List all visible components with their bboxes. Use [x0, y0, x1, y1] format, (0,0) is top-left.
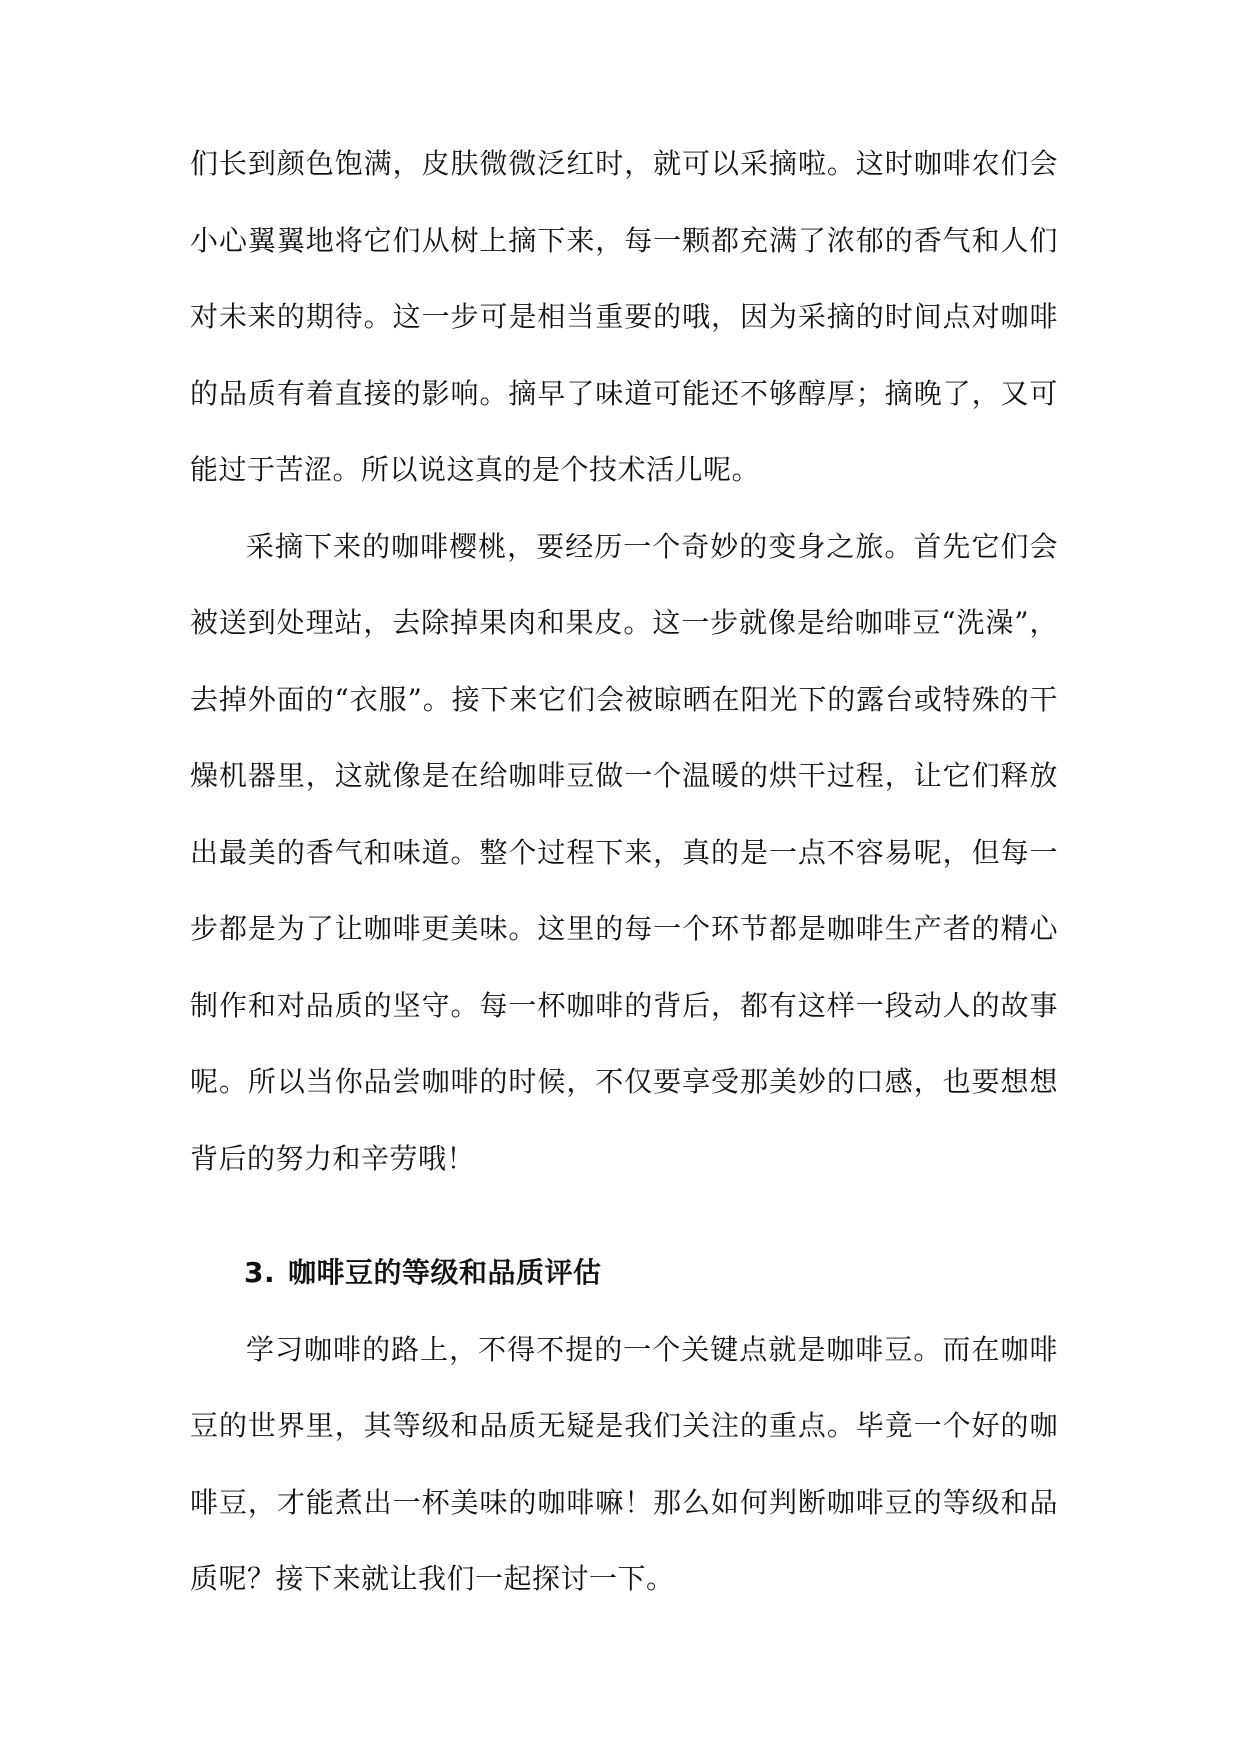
section-heading: [244, 1235, 1058, 1312]
section-spacer: [190, 1197, 1058, 1235]
text-column: [190, 126, 1058, 1618]
paragraph-continued: 们长到颜色饱满，皮肤微微泛红时，就可以采摘啦。这时咖啡农们会小心翼翼地将它们从树上摘下来，每一颗都充满了浓郁的香气和人们对未来的期待。这一步可是相当重要的哦，因为采摘的时间点对咖啡的品质有着直接的影响。摘早了味道可能还不够醇厚；摘晚了，又可能过于苦涩。所以说这真的是个技术活儿呢。: [190, 147, 1058, 486]
section-title: 咖啡豆的等级和品质评估: [288, 1256, 602, 1289]
section-paragraph: 学习咖啡的路上，不得不提的一个关键点就是咖啡豆。而在咖啡豆的世界里，其等级和品质无疑是我们关注的重点。毕竟一个好的咖啡豆，才能煮出一杯美味的咖啡嘛！那么如何判断咖啡豆的等级和品质呢？接下来就让我们一起探讨一下。: [190, 1332, 1058, 1595]
paragraph-processing: 采摘下来的咖啡樱桃，要经历一个奇妙的变身之旅。首先它们会被送到处理站，去除掉果肉和果皮。这一步就像是给咖啡豆“洗澡”，去掉外面的“衣服”。接下来它们会被晾晒在阳光下的露台或特殊的干燥机器里，这就像是在给咖啡豆做一个温暖的烘干过程，让它们释放出最美的香气和味道。整个过程下来，真的是一点不容易呢，但每一步都是为了让咖啡更美味。这里的每一个环节都是咖啡生产者的精心制作和对品质的坚守。每一杯咖啡的背后，都有这样一段动人的故事呢。所以当你品尝咖啡的时候，不仅要享受那美妙的口感，也要想想背后的努力和辛劳哦！: [190, 529, 1058, 1175]
section-number: 3.: [244, 1256, 276, 1289]
